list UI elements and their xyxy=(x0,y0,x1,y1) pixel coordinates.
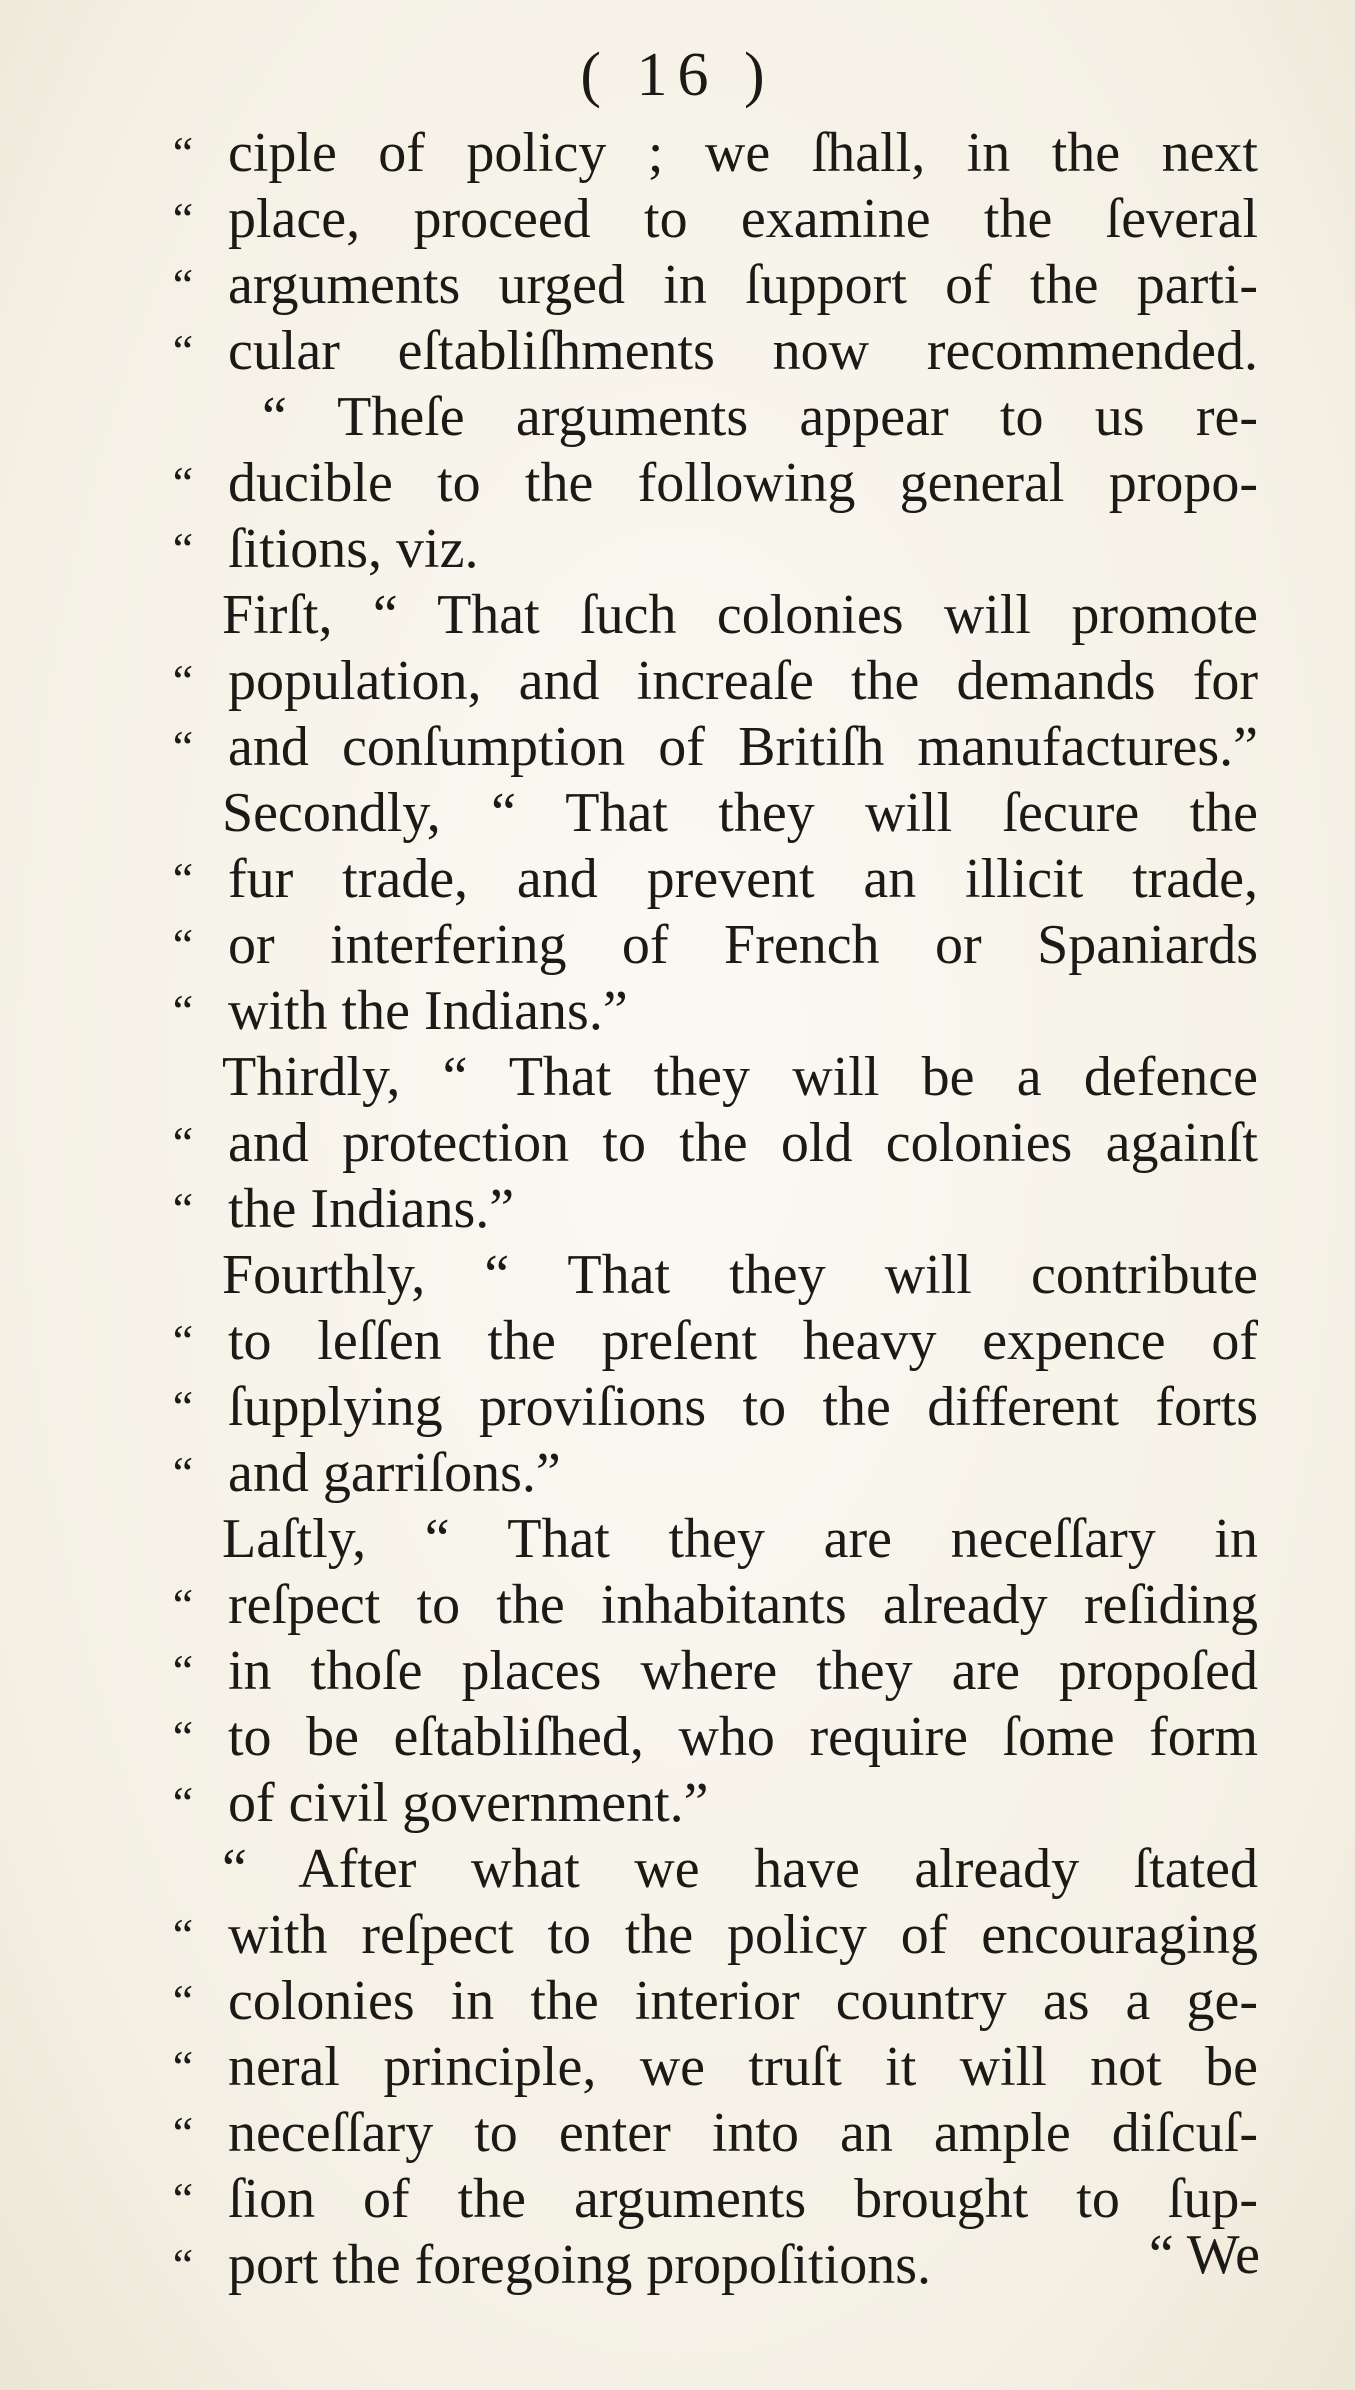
quote-mark: “ xyxy=(172,1777,194,1828)
text-line: Thirdly, “ That they will be a defence xyxy=(222,1046,1258,1108)
quote-mark: “ xyxy=(172,1711,194,1762)
text-line: ſion of the arguments brought to ſup- xyxy=(228,2168,1258,2230)
text-line: to be eſtabliſhed, who require ſome form xyxy=(228,1706,1258,1768)
quote-mark: “ xyxy=(172,1117,194,1168)
text-line: and garriſons.” xyxy=(228,1442,561,1504)
text-line: Firſt, “ That ſuch colonies will promote xyxy=(222,584,1258,646)
text-line: ciple of policy ; we ſhall, in the next xyxy=(228,122,1258,184)
quote-mark: “ xyxy=(172,985,194,1036)
text-line: port the foregoing propoſitions. xyxy=(228,2234,932,2296)
text-line: with the Indians.” xyxy=(228,980,628,1042)
quote-mark: “ xyxy=(172,853,194,904)
text-line: “ Theſe arguments appear to us re- xyxy=(262,386,1258,448)
text-line: fur trade, and prevent an illicit trade, xyxy=(228,848,1258,910)
text-line: Fourthly, “ That they will contribute xyxy=(222,1244,1258,1306)
quote-mark: “ xyxy=(172,1579,194,1630)
quote-mark: “ xyxy=(172,919,194,970)
text-line: or interfering of French or Spaniards xyxy=(228,914,1258,976)
text-line: population, and increaſe the demands for xyxy=(228,650,1258,712)
catchword: “ We xyxy=(1148,2224,1260,2286)
quote-mark: “ xyxy=(172,2239,194,2290)
text-line: neral principle, we truſt it will not be xyxy=(228,2036,1258,2098)
text-line: and conſumption of Britiſh manufactures.” xyxy=(228,716,1258,778)
quote-mark: “ xyxy=(172,325,194,376)
quote-mark: “ xyxy=(172,2041,194,2092)
text-line: to leſſen the preſent heavy expence of xyxy=(228,1310,1258,1372)
text-line: ducible to the following general propo- xyxy=(228,452,1258,514)
quote-mark: “ xyxy=(172,1381,194,1432)
quote-mark: “ xyxy=(172,2173,194,2224)
quote-mark: “ xyxy=(172,2107,194,2158)
text-line: the Indians.” xyxy=(228,1178,515,1240)
quote-mark: “ xyxy=(172,1315,194,1366)
text-line: of civil government.” xyxy=(228,1772,709,1834)
quote-mark: “ xyxy=(172,523,194,574)
quote-mark: “ xyxy=(172,1975,194,2026)
quote-mark: “ xyxy=(172,259,194,310)
quote-mark: “ xyxy=(172,1909,194,1960)
text-line: Laſtly, “ That they are neceſſary in xyxy=(222,1508,1258,1570)
text-line: ſitions, viz. xyxy=(228,518,479,580)
text-line: Secondly, “ That they will ſecure the xyxy=(222,782,1258,844)
quote-mark: “ xyxy=(172,457,194,508)
text-line: neceſſary to enter into an ample diſcuſ- xyxy=(228,2102,1258,2164)
quote-mark: “ xyxy=(172,1183,194,1234)
text-line: ſupplying proviſions to the different forts xyxy=(228,1376,1258,1438)
quote-mark: “ xyxy=(172,1447,194,1498)
quote-mark: “ xyxy=(172,721,194,772)
quote-mark: “ xyxy=(172,127,194,178)
text-line: in thoſe places where they are propoſed xyxy=(228,1640,1258,1702)
page-number: ( 16 ) xyxy=(580,41,775,109)
quote-mark: “ xyxy=(172,193,194,244)
text-line: and protection to the old colonies againſt xyxy=(228,1112,1258,1174)
quote-mark: “ xyxy=(172,1645,194,1696)
quote-mark: “ xyxy=(172,655,194,706)
text-line: reſpect to the inhabitants already reſiding xyxy=(228,1574,1258,1636)
text-line: place, proceed to examine the ſeveral xyxy=(228,188,1258,250)
text-line: colonies in the interior country as a ge- xyxy=(228,1970,1258,2032)
text-line: arguments urged in ſupport of the parti- xyxy=(228,254,1258,316)
text-line: with reſpect to the policy of encouraging xyxy=(228,1904,1258,1966)
text-line: cular eſtabliſhments now recommended. xyxy=(228,320,1258,382)
text-line: “ After what we have already ſtated xyxy=(222,1838,1258,1900)
